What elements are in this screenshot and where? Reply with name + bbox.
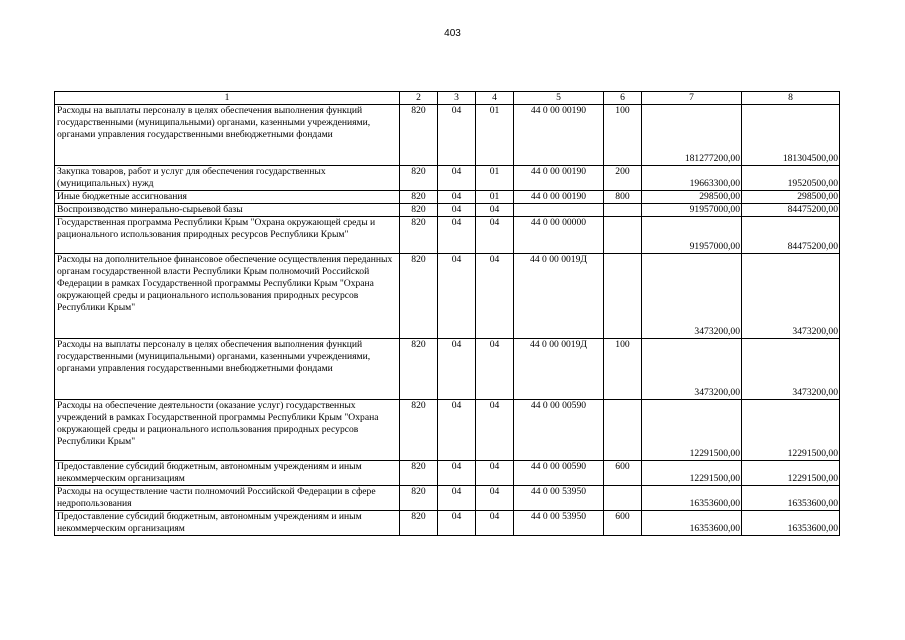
cell-6: 800 [604, 191, 642, 204]
row-name: Расходы на обеспечение деятельности (оказание услуг) государственных учреждений в рамках Государственной программы Республики Крым "Охрана окружающей среды и рационального использования природных ресурсов Республики Крым" [55, 400, 400, 461]
cell-2: 820 [400, 105, 438, 166]
cell-8: 84475200,00 [742, 204, 840, 217]
header-cell: 1 [55, 92, 400, 105]
header-cell: 7 [642, 92, 742, 105]
row-name: Государственная программа Республики Крым "Охрана окружающей среды и рационального использования природных ресурсов Республики Крым" [55, 217, 400, 254]
cell-3: 04 [438, 461, 476, 486]
cell-8: 12291500,00 [742, 400, 840, 461]
cell-5: 44 0 00 00190 [514, 191, 604, 204]
row-name: Расходы на дополнительное финансовое обеспечение осуществления переданных органам государственной власти Республики Крым полномочий Российской Федерации в рамках Государственной программы Республики Крым "Охрана окружающей среды и рационального использования природных ресурсов Республики Крым" [55, 254, 400, 339]
cell-7: 16353600,00 [642, 486, 742, 511]
table-row [55, 254, 840, 339]
cell-2: 820 [400, 339, 438, 400]
cell-7: 3473200,00 [642, 254, 742, 339]
table-row [55, 217, 840, 254]
cell-4: 04 [476, 461, 514, 486]
cell-2: 820 [400, 486, 438, 511]
cell-5: 44 0 00 00190 [514, 166, 604, 191]
cell-6 [604, 204, 642, 217]
cell-6: 100 [604, 105, 642, 166]
header-row [55, 92, 840, 105]
cell-3: 04 [438, 204, 476, 217]
table-row [55, 339, 840, 400]
header-cell: 2 [400, 92, 438, 105]
cell-8: 12291500,00 [742, 461, 840, 486]
cell-8: 16353600,00 [742, 486, 840, 511]
cell-6 [604, 400, 642, 461]
header-cell: 8 [742, 92, 840, 105]
cell-6: 200 [604, 166, 642, 191]
cell-3: 04 [438, 339, 476, 400]
cell-7: 16353600,00 [642, 511, 742, 536]
cell-5: 44 0 00 00590 [514, 400, 604, 461]
cell-5: 44 0 00 00590 [514, 461, 604, 486]
row-name: Расходы на выплаты персоналу в целях обеспечения выполнения функций государственными (муниципальными) органами, казенными учреждениями, органами управления государственными внебюджетными фондами [55, 339, 400, 400]
table-row [55, 486, 840, 511]
cell-2: 820 [400, 166, 438, 191]
cell-5: 44 0 00 00000 [514, 217, 604, 254]
cell-3: 04 [438, 486, 476, 511]
cell-2: 820 [400, 217, 438, 254]
table-row [55, 204, 840, 217]
cell-4: 01 [476, 191, 514, 204]
table-row [55, 511, 840, 536]
cell-4: 04 [476, 486, 514, 511]
cell-6 [604, 217, 642, 254]
row-name: Расходы на выплаты персоналу в целях обеспечения выполнения функций государственными (муниципальными) органами, казенными учреждениями, органами управления государственными внебюджетными фондами [55, 105, 400, 166]
cell-5: 44 0 00 00190 [514, 105, 604, 166]
cell-6: 600 [604, 511, 642, 536]
cell-4: 04 [476, 217, 514, 254]
row-name: Иные бюджетные ассигнования [55, 191, 400, 204]
cell-4: 04 [476, 400, 514, 461]
cell-7: 298500,00 [642, 191, 742, 204]
cell-4: 04 [476, 204, 514, 217]
cell-6 [604, 254, 642, 339]
table-row [55, 461, 840, 486]
cell-7: 181277200,00 [642, 105, 742, 166]
cell-3: 04 [438, 217, 476, 254]
row-name: Расходы на осуществление части полномочий Российской Федерации в сфере недропользования [55, 486, 400, 511]
cell-2: 820 [400, 254, 438, 339]
row-name: Предоставление субсидий бюджетным, автономным учреждениям и иным некоммерческим организациям [55, 511, 400, 536]
cell-7: 91957000,00 [642, 204, 742, 217]
row-name: Воспроизводство минерально-сырьевой базы [55, 204, 400, 217]
table-row [55, 400, 840, 461]
cell-8: 298500,00 [742, 191, 840, 204]
cell-7: 12291500,00 [642, 461, 742, 486]
cell-8: 3473200,00 [742, 339, 840, 400]
header-cell: 3 [438, 92, 476, 105]
cell-4: 04 [476, 254, 514, 339]
cell-6: 600 [604, 461, 642, 486]
cell-8: 181304500,00 [742, 105, 840, 166]
header-cell: 4 [476, 92, 514, 105]
header-cell: 6 [604, 92, 642, 105]
header-cell: 5 [514, 92, 604, 105]
cell-5: 44 0 00 0019Д [514, 339, 604, 400]
cell-5: 44 0 00 53950 [514, 511, 604, 536]
cell-6 [604, 486, 642, 511]
cell-3: 04 [438, 105, 476, 166]
cell-2: 820 [400, 400, 438, 461]
budget-table [54, 91, 840, 536]
cell-7: 19663300,00 [642, 166, 742, 191]
cell-7: 12291500,00 [642, 400, 742, 461]
cell-4: 04 [476, 339, 514, 400]
cell-7: 91957000,00 [642, 217, 742, 254]
table-row [55, 105, 840, 166]
cell-8: 19520500,00 [742, 166, 840, 191]
cell-2: 820 [400, 461, 438, 486]
cell-6: 100 [604, 339, 642, 400]
cell-3: 04 [438, 191, 476, 204]
cell-2: 820 [400, 191, 438, 204]
cell-2: 820 [400, 204, 438, 217]
cell-7: 3473200,00 [642, 339, 742, 400]
table-row [55, 191, 840, 204]
table-row [55, 166, 840, 191]
cell-3: 04 [438, 511, 476, 536]
cell-8: 84475200,00 [742, 217, 840, 254]
cell-5 [514, 204, 604, 217]
cell-2: 820 [400, 511, 438, 536]
cell-8: 16353600,00 [742, 511, 840, 536]
cell-5: 44 0 00 0019Д [514, 254, 604, 339]
cell-3: 04 [438, 254, 476, 339]
cell-3: 04 [438, 400, 476, 461]
row-name: Предоставление субсидий бюджетным, автономным учреждениям и иным некоммерческим организациям [55, 461, 400, 486]
cell-8: 3473200,00 [742, 254, 840, 339]
cell-4: 04 [476, 511, 514, 536]
row-name: Закупка товаров, работ и услуг для обеспечения государственных (муниципальных) нужд [55, 166, 400, 191]
cell-4: 01 [476, 105, 514, 166]
cell-4: 01 [476, 166, 514, 191]
cell-3: 04 [438, 166, 476, 191]
page-number: 403 [444, 28, 461, 39]
cell-5: 44 0 00 53950 [514, 486, 604, 511]
